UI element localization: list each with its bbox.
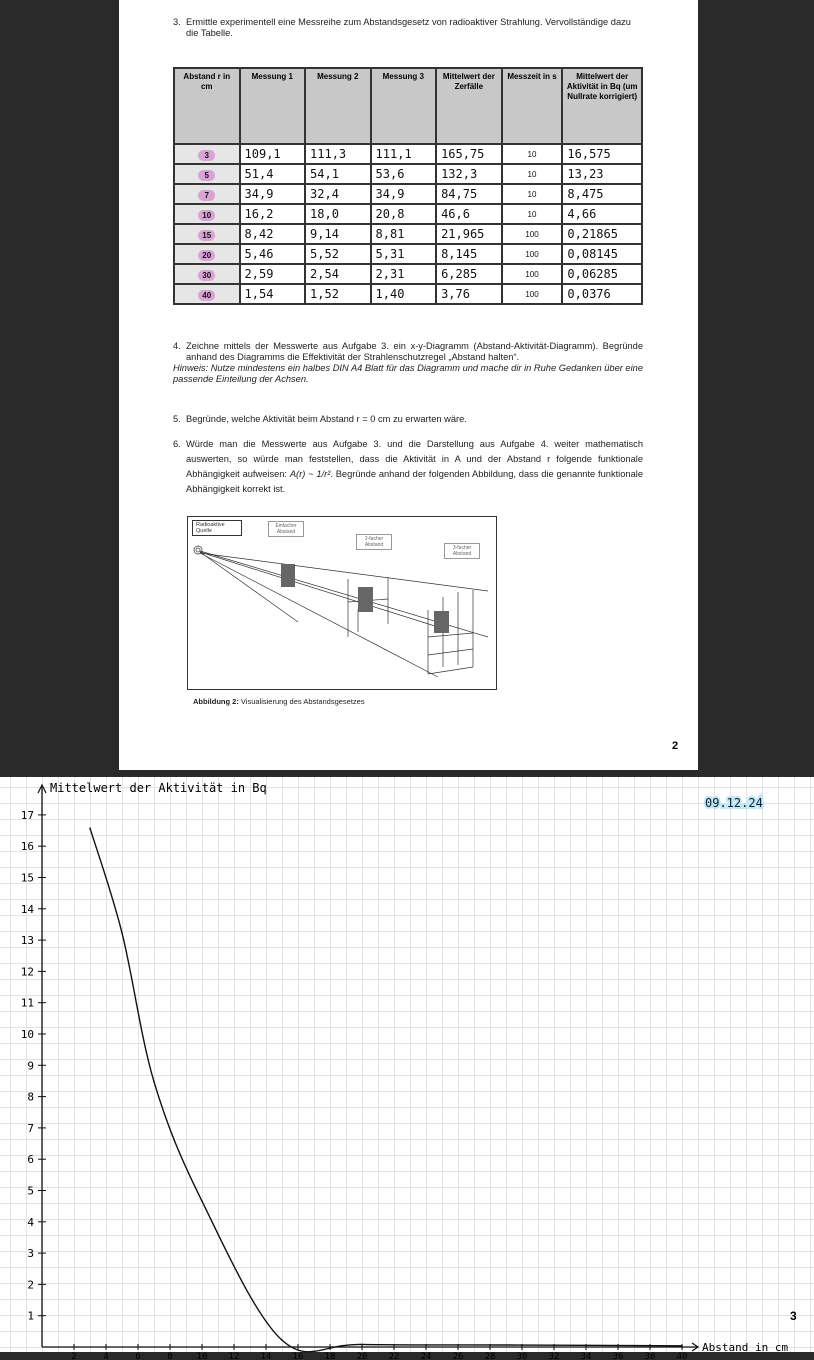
x-tick-label: 14 — [260, 1352, 272, 1360]
table-cell: 5,52 — [305, 244, 371, 264]
table-cell: 21,965 — [436, 224, 502, 244]
label-1x: Einfacher Abstand — [268, 521, 304, 537]
distance-value: 7 — [198, 190, 215, 201]
column-header: Messzeit in s — [502, 68, 563, 144]
x-tick-label: 24 — [420, 1352, 432, 1360]
x-tick-label: 36 — [612, 1352, 624, 1360]
table-cell: 8,145 — [436, 244, 502, 264]
area-2x — [358, 587, 373, 612]
table-cell: 1,52 — [305, 284, 371, 304]
data-point — [121, 932, 123, 934]
table-cell: 111,3 — [305, 144, 371, 164]
table-cell: 8,42 — [240, 224, 306, 244]
distance-value: 30 — [198, 270, 215, 281]
table-cell: 34,9 — [371, 184, 437, 204]
distance-value: 15 — [198, 230, 215, 241]
table-cell: 8,475 — [562, 184, 642, 204]
area-3x — [434, 611, 449, 633]
page-number: 3 — [790, 1309, 797, 1323]
data-point — [281, 1339, 283, 1341]
table-cell: 132,3 — [436, 164, 502, 184]
table-cell: 10 — [502, 184, 563, 204]
distance-cell — [174, 244, 240, 264]
table-row — [174, 284, 642, 304]
table-row — [174, 204, 642, 224]
x-axis-label: Abstand in cm — [702, 1341, 789, 1354]
data-point — [521, 1344, 523, 1346]
task-3: 3. Ermittle experimentell eine Messreihe zum Abstandsgesetz von radioaktiver Strahlung. Vervollständige dazu die Tabelle. — [173, 17, 631, 38]
y-axis-label: Mittelwert der Aktivität in Bq — [50, 781, 267, 795]
label-2x: 2-facher Abstand — [356, 534, 392, 550]
data-point — [201, 1200, 203, 1202]
table-row — [174, 184, 642, 204]
x-tick-label: 6 — [135, 1352, 141, 1360]
x-tick-label: 40 — [676, 1352, 688, 1360]
x-tick-label: 28 — [484, 1352, 496, 1360]
task-4: 4. Zeichne mittels der Messwerte aus Aufgabe 3. ein x-y-Diagramm (Abstand-Aktivität-Diagramm). Begründe anhand des Diagramms die Effektivität der Strahlenschutzregel „Abstand halten“. Hinweis: Nutze mindestens ein halbes DIN A4 Blatt für das Diagramm und mache dir in Ruhe Gedanken über eine passende Einteilung der Achsen. — [173, 341, 643, 384]
table-cell: 2,31 — [371, 264, 437, 284]
y-tick-label: 1 — [27, 1309, 34, 1323]
x-tick-label: 30 — [516, 1352, 528, 1360]
table-cell: 100 — [502, 264, 563, 284]
y-tick-label: 8 — [27, 1090, 34, 1104]
column-header: Messung 3 — [371, 68, 437, 144]
table-cell: 51,4 — [240, 164, 306, 184]
distance-value: 5 — [198, 170, 215, 181]
x-tick-label: 2 — [71, 1352, 77, 1360]
distance-cell — [174, 264, 240, 284]
table-cell: 2,59 — [240, 264, 306, 284]
figure-caption: Abbildung 2: Visualisierung des Abstandsgesetzes — [193, 697, 365, 706]
data-point — [361, 1344, 363, 1346]
table-cell: 5,31 — [371, 244, 437, 264]
column-header: Messung 2 — [305, 68, 371, 144]
table-cell: 10 — [502, 164, 563, 184]
distance-law-figure — [187, 516, 497, 690]
table-cell: 109,1 — [240, 144, 306, 164]
data-point — [89, 827, 91, 829]
worksheet-page — [119, 0, 698, 770]
x-tick-label: 26 — [452, 1352, 464, 1360]
table-cell: 165,75 — [436, 144, 502, 164]
distance-cell — [174, 144, 240, 164]
table-cell: 0,06285 — [562, 264, 642, 284]
table-cell: 1,54 — [240, 284, 306, 304]
table-cell: 18,0 — [305, 204, 371, 224]
table-cell: 100 — [502, 244, 563, 264]
distance-cell — [174, 204, 240, 224]
label-3x: 3-facher Abstand — [444, 543, 480, 559]
distance-value: 20 — [198, 250, 215, 261]
table-cell: 54,1 — [305, 164, 371, 184]
column-header: Mittelwert der Aktivität in Bq (um Nullrate korrigiert) — [562, 68, 642, 144]
x-tick-label: 20 — [356, 1352, 368, 1360]
table-cell: 111,1 — [371, 144, 437, 164]
page-number: 2 — [672, 740, 679, 752]
table-cell: 6,285 — [436, 264, 502, 284]
table-cell: 32,4 — [305, 184, 371, 204]
x-tick-label: 38 — [644, 1352, 656, 1360]
table-row — [174, 224, 642, 244]
table-cell: 20,8 — [371, 204, 437, 224]
table-cell: 0,0376 — [562, 284, 642, 304]
y-tick-label: 4 — [27, 1215, 34, 1229]
task-6: 6. Würde man die Messwerte aus Aufgabe 3. und die Darstellung aus Aufgabe 4. weiter mathematisch auswerten, so würde man feststellen, dass die Aktivität in A und der Abstand r folgende funktionale Abhängigkeit aufweisen: A(r) ~ 1/r². Begründe anhand der folgenden Abbildung, dass die genannte funktionale Abhängigkeit korrekt ist. — [173, 439, 644, 494]
x-tick-label: 34 — [580, 1352, 592, 1360]
x-tick-label: 16 — [292, 1352, 304, 1360]
x-tick-label: 18 — [324, 1352, 336, 1360]
column-header: Mittelwert der Zerfälle — [436, 68, 502, 144]
y-tick-label: 17 — [20, 808, 34, 822]
x-tick-label: 12 — [228, 1352, 240, 1360]
task-5: 5. Begründe, welche Aktivität beim Abstand r = 0 cm zu erwarten wäre. — [173, 414, 467, 424]
column-header: Abstand r in cm — [174, 68, 240, 144]
table-row — [174, 244, 642, 264]
data-curve — [90, 828, 682, 1352]
table-row — [174, 144, 642, 164]
y-tick-label: 13 — [20, 934, 34, 948]
y-tick-label: 10 — [20, 1028, 34, 1041]
activity-distance-chart — [0, 777, 814, 1360]
table-cell: 100 — [502, 224, 563, 244]
source-label: Radioaktive Quelle — [192, 520, 242, 536]
table-cell: 4,66 — [562, 204, 642, 224]
table-cell: 13,23 — [562, 164, 642, 184]
data-point — [153, 1081, 155, 1083]
table-row — [174, 264, 642, 284]
x-tick-label: 22 — [388, 1352, 400, 1360]
table-cell: 10 — [502, 144, 563, 164]
table-cell: 16,2 — [240, 204, 306, 224]
y-tick-label: 7 — [27, 1121, 34, 1135]
x-tick-label: 10 — [196, 1352, 208, 1360]
y-tick-label: 12 — [20, 965, 34, 979]
y-tick-label: 5 — [27, 1184, 34, 1198]
table-cell: 2,54 — [305, 264, 371, 284]
handwritten-graph-page — [0, 777, 814, 1360]
distance-cell — [174, 284, 240, 304]
table-cell: 8,81 — [371, 224, 437, 244]
y-tick-label: 14 — [20, 902, 34, 916]
y-tick-label: 9 — [27, 1059, 34, 1073]
distance-value: 40 — [198, 290, 215, 301]
table-cell: 53,6 — [371, 164, 437, 184]
column-header: Messung 1 — [240, 68, 306, 144]
y-tick-label: 15 — [20, 871, 34, 885]
table-cell: 0,21865 — [562, 224, 642, 244]
distance-value: 3 — [198, 150, 215, 161]
table-cell: 16,575 — [562, 144, 642, 164]
y-tick-label: 11 — [20, 996, 34, 1010]
distance-cell — [174, 184, 240, 204]
date-label: 09.12.24 — [705, 796, 763, 810]
table-row — [174, 164, 642, 184]
table-cell: 5,46 — [240, 244, 306, 264]
table-cell: 3,76 — [436, 284, 502, 304]
table-cell: 100 — [502, 284, 563, 304]
table-cell: 10 — [502, 204, 563, 224]
x-tick-label: 4 — [103, 1352, 109, 1360]
y-tick-label: 16 — [20, 840, 34, 854]
table-cell: 34,9 — [240, 184, 306, 204]
y-tick-label: 6 — [27, 1153, 34, 1167]
table-cell: 46,6 — [436, 204, 502, 224]
data-point — [681, 1345, 683, 1347]
distance-value: 10 — [198, 210, 215, 221]
table-cell: 84,75 — [436, 184, 502, 204]
y-tick-label: 3 — [27, 1247, 34, 1261]
area-1x — [281, 564, 295, 587]
measurement-table — [173, 67, 643, 305]
x-tick-label: 8 — [167, 1352, 173, 1360]
table-cell: 0,08145 — [562, 244, 642, 264]
formula: A(r) ~ 1/r² — [289, 469, 331, 479]
table-cell: 9,14 — [305, 224, 371, 244]
y-tick-label: 2 — [27, 1278, 34, 1292]
x-tick-label: 32 — [548, 1352, 560, 1360]
distance-cell — [174, 224, 240, 244]
hint-text: Hinweis: Nutze mindestens ein halbes DIN A4 Blatt für das Diagramm und mache dir in Ruhe Gedanken über eine passende Einteilung der Achsen. — [173, 363, 643, 384]
distance-cell — [174, 164, 240, 184]
table-cell: 1,40 — [371, 284, 437, 304]
